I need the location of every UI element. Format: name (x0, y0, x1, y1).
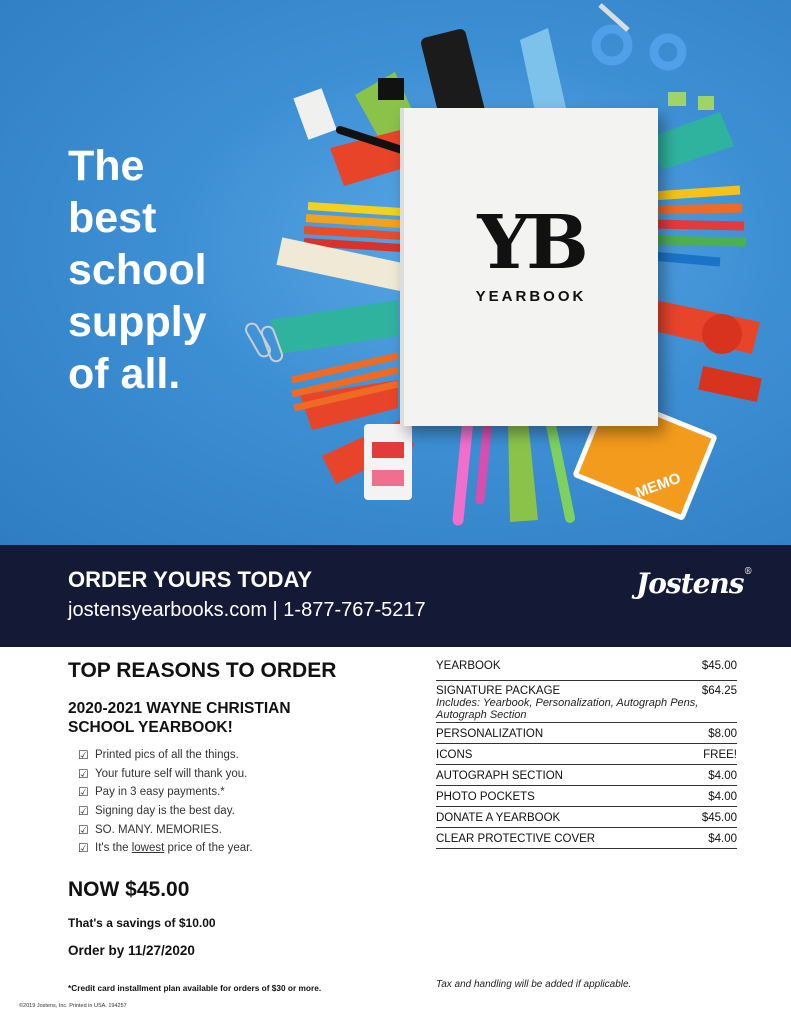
item-price: $45.00 (701, 812, 737, 824)
reason-text: Your future self will thank you. (95, 767, 248, 780)
list-item (78, 820, 253, 839)
clothespin (293, 88, 336, 140)
checkbox-icon: ☑ (78, 785, 89, 800)
sharpie-markers (652, 190, 746, 262)
tax-note: Tax and handling will be added if applicable. (436, 979, 632, 990)
item-price: $4.00 (708, 770, 737, 782)
checkbox-icon: ☑ (78, 841, 89, 856)
copyright: ©2019 Jostens, Inc. Printed in USA. 194257 (19, 1003, 127, 1009)
table-row (436, 744, 737, 765)
reason-text: Pay in 3 easy payments.* (95, 786, 225, 799)
checkbox-icon: ☑ (78, 804, 89, 819)
reason-text (95, 842, 253, 854)
item-price: $64.25 (701, 685, 737, 697)
yearbook-cover (400, 108, 658, 426)
reasons-list (78, 746, 253, 858)
table-row (436, 786, 737, 807)
item-name: PHOTO POCKETS (436, 791, 535, 803)
item-name: CLEAR PROTECTIVE COVER (436, 833, 596, 845)
scissors-handle (596, 29, 628, 61)
reason-text-part: price of the year. (164, 842, 253, 855)
headline-line: The (68, 142, 145, 190)
item-name: YEARBOOK (436, 660, 501, 672)
reason-text-part: It's the (95, 842, 132, 855)
table-row (436, 723, 737, 744)
installment-footnote: *Credit card installment plan available for orders of $30 or more. (68, 983, 322, 993)
tape-roll (698, 366, 762, 402)
reason-text: Printed pics of all the things. (95, 749, 239, 762)
felt-ribbon-green-low (508, 420, 538, 522)
order-deadline: Order by 11/27/2020 (68, 943, 195, 958)
list-item (78, 765, 253, 784)
order-contact: jostensyearbooks.com | 1-877-767-5217 (68, 599, 426, 621)
felt-ribbon-teal-left (270, 300, 398, 354)
jostens-logo: Jostens® (636, 567, 752, 600)
now-price: NOW $45.00 (68, 878, 190, 901)
item-name: SIGNATURE PACKAGE (436, 685, 561, 697)
colored-pencils (304, 206, 402, 248)
list-item (78, 783, 253, 802)
checkbox-icon: ☑ (78, 748, 89, 763)
item-price: $8.00 (708, 728, 737, 740)
item-price: $4.00 (708, 791, 737, 803)
item-name: DONATE A YEARBOOK (436, 812, 561, 824)
reason-emphasis: lowest (131, 842, 165, 855)
checkbox-icon: ☑ (78, 766, 89, 781)
table-row (436, 681, 737, 723)
item-name: AUTOGRAPH SECTION (436, 770, 563, 782)
eraser-cap (668, 92, 686, 106)
reasons-title: TOP REASONS TO ORDER (68, 659, 337, 682)
highlighter-magenta (480, 420, 488, 500)
school-yearbook-title: 2020-2021 WAYNE CHRISTIAN SCHOOL YEARBOOK! (68, 700, 291, 736)
felt-ribbon-teal (648, 112, 734, 170)
table-row (436, 807, 737, 828)
table-row (436, 660, 737, 681)
logo-text: Jostens (636, 567, 744, 600)
sticky-flags (364, 424, 412, 500)
yearbook-label: YEARBOOK (475, 288, 587, 305)
order-banner (0, 545, 791, 647)
list-item (78, 839, 253, 858)
price-table (436, 660, 737, 849)
headline-line: school (68, 246, 207, 294)
checkbox-icon: ☑ (78, 822, 89, 837)
item-description: Includes: Yearbook, Personalization, Autograph Pens, Autograph Section (436, 697, 699, 721)
highlighter-green (550, 420, 570, 518)
eraser-cap (698, 96, 714, 110)
memo-label: MEMO (633, 469, 684, 502)
list-item (78, 746, 253, 765)
savings-text: That's a savings of $10.00 (68, 916, 216, 930)
reason-text: Signing day is the best day. (95, 805, 235, 818)
yearbook-monogram: YB (477, 200, 585, 286)
table-row (436, 765, 737, 786)
item-price: $45.00 (701, 660, 737, 672)
hero-headline (68, 140, 268, 400)
item-price: $4.00 (708, 833, 737, 845)
headline-line: of all. (68, 350, 181, 398)
binder-clip (378, 78, 404, 100)
order-title: ORDER YOURS TODAY (68, 567, 313, 592)
yarn-ball (702, 314, 742, 354)
scissors-handle (654, 38, 682, 66)
item-name-group (436, 685, 702, 721)
headline-line: best (68, 194, 157, 242)
list-item (78, 802, 253, 821)
item-name: ICONS (436, 749, 473, 761)
reason-text: SO. MANY. MEMORIES. (95, 823, 222, 836)
highlighter-pink (458, 420, 468, 520)
item-price: FREE! (703, 749, 737, 761)
item-name: PERSONALIZATION (436, 728, 544, 740)
felt-ribbon-blue (520, 28, 566, 116)
headline-line: supply (68, 298, 207, 346)
table-row (436, 828, 737, 849)
